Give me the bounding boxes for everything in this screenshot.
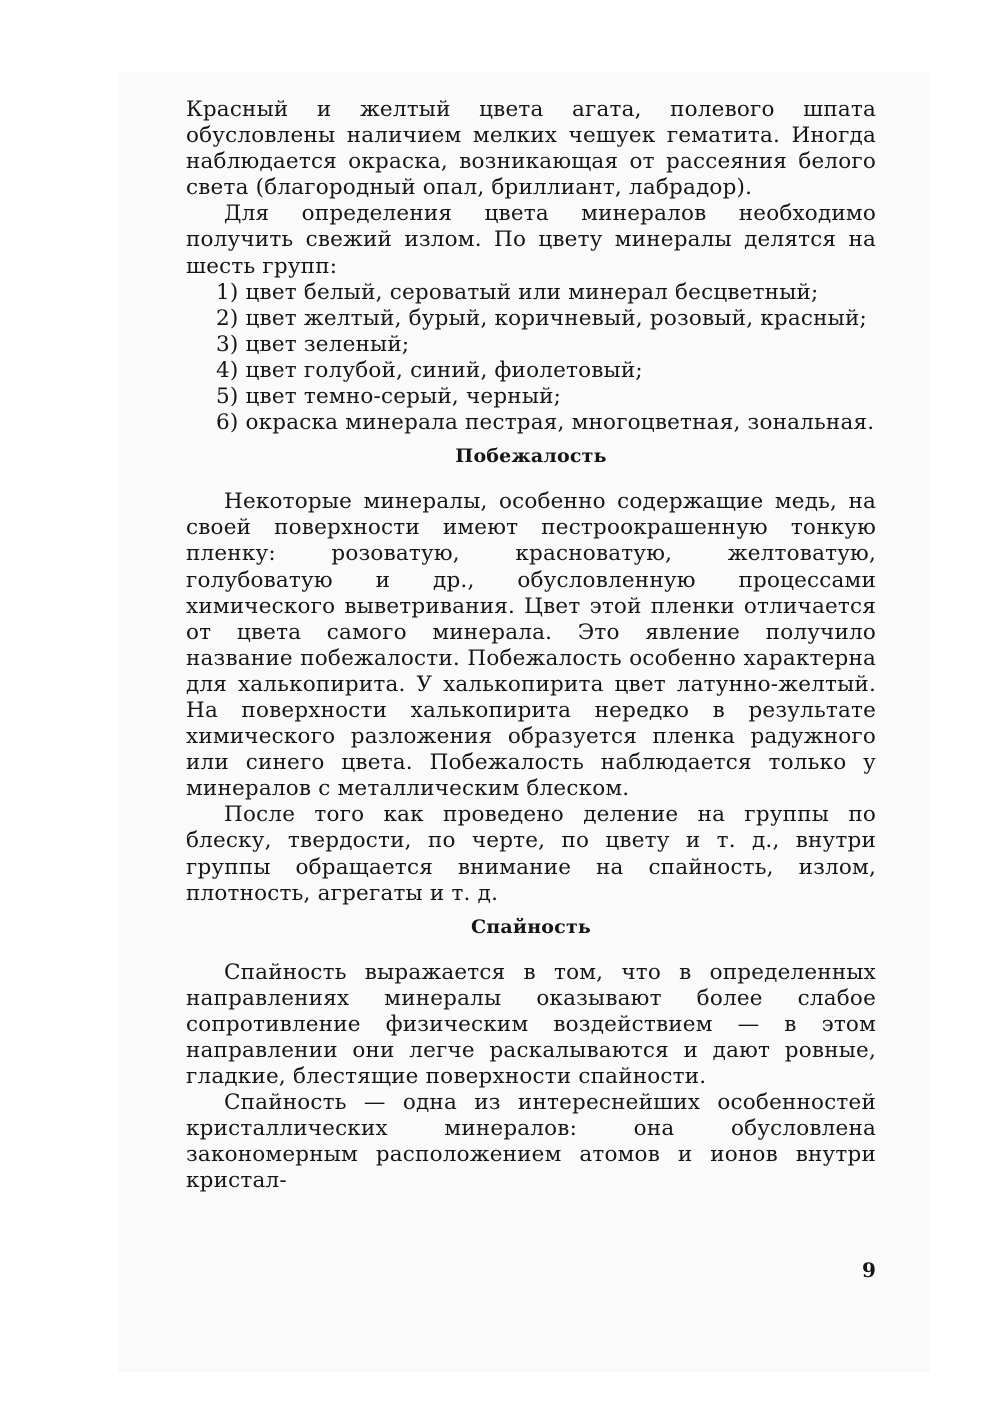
color-group-item: 5) цвет темно-серый, черный; xyxy=(216,384,562,410)
page-text xyxy=(186,97,876,1195)
color-group-item: 4) цвет голубой, синий, фиолетовый; xyxy=(216,357,643,383)
tarnish-paragraph: Некоторые минералы, особенно содержащие медь, на своей поверхности имеют пестроокрашенную тонкую пленку: розоватую, красноватую, желтоватую, голубоватую и др., обусловленную процессами химического выветривания. Цвет этой пленки отличается от цвета самого минерала. Это явление получило название побежалости. Побежалость особенно характерна для халькопирита. У халькопирита цвет латунно-желтый. На поверхности халькопирита нередко в результате химического разложения образуется пленка радужного или синего цвета. Побежалость наблюдается только у минералов с металлическим блеском. xyxy=(186,489,876,802)
page-number: 9 xyxy=(862,1258,876,1282)
section-heading-tarnish: Побежалость xyxy=(455,445,607,468)
intro-paragraph: Красный и желтый цвета агата, полевого шпата обусловлены наличием мелких чешуек гематита. Иногда наблюдается окраска, возникающая от рассеяния белого света (благородный опал, бриллиант, лабрадор). xyxy=(186,97,876,201)
cleavage-paragraph: Спайность выражается в том, что в определенных направлениях минералы оказывают более слабое сопротивление физическим воздействием — в этом направлении они легче раскалываются и дают ровные, гладкие, блестящие поверхности спайности. xyxy=(186,959,876,1090)
color-group-item: 6) окраска минерала пестрая, многоцветная, зональная. xyxy=(216,410,875,436)
grouping-paragraph: После того как проведено деление на группы по блеску, твердости, по черте, по цвету и т. д., внутри группы обращается внимание на спайность, излом, плотность, агрегаты и т. д. xyxy=(186,802,876,906)
section-heading-cleavage: Спайность xyxy=(470,915,592,938)
color-group-item: 1) цвет белый, сероватый или минерал бесцветный; xyxy=(216,279,819,305)
color-group-item: 2) цвет желтый, бурый, коричневый, розовый, красный; xyxy=(216,305,867,331)
color-group-item: 3) цвет зеленый; xyxy=(216,331,410,357)
cleavage-paragraph-continued: Спайность — одна из интереснейших особенностей кристаллических минералов: она обусловлена закономерным расположением атомов и ионов внутри кристал- xyxy=(186,1090,876,1194)
color-groups-intro-paragraph: Для определения цвета минералов необходимо получить свежий излом. По цвету минералы делятся на шесть групп: xyxy=(186,201,876,279)
